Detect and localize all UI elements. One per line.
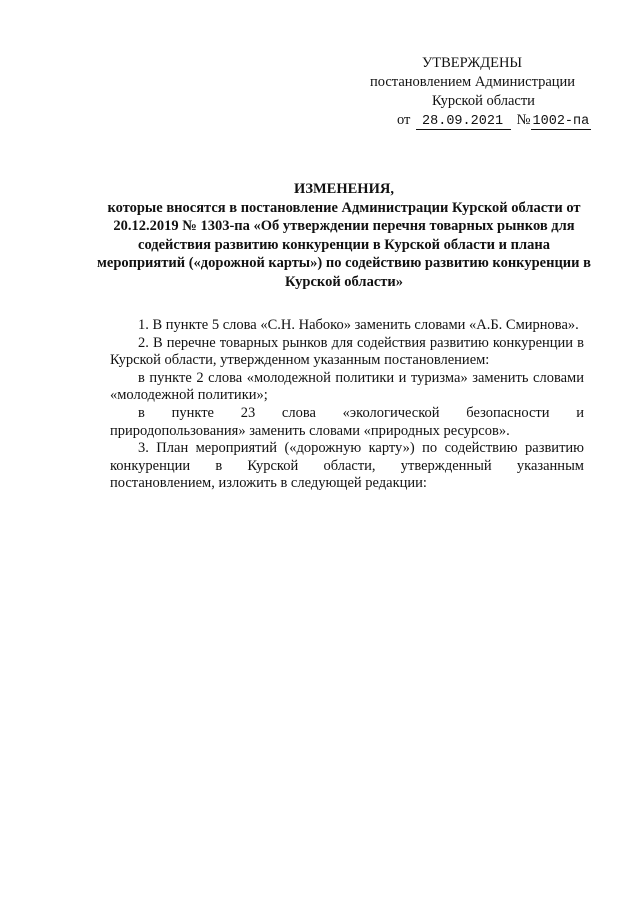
approval-stamp-block (360, 54, 600, 130)
paragraph-2: 2. В перечне товарных рынков для содействия развитию конкуренции в Курской области, утвержденном указанным постановлением: (110, 334, 584, 369)
approval-date: 28.09.2021 (416, 114, 511, 130)
date-prefix: от (397, 112, 411, 128)
approval-number: 1002-па (532, 114, 590, 129)
paragraph-1: 1. В пункте 5 слова «С.Н. Набоко» заменить словами «А.Б. Смирнова». (138, 317, 579, 333)
approval-region: Курской области (432, 93, 535, 109)
approval-issuer: постановлением Администрации (370, 74, 576, 90)
approval-date-number-line (360, 111, 600, 130)
paragraph-3: 3. План мероприятий («дорожную карту») по содействию развитию конкуренции в Курской области, утвержденный указанным постановлением, изложить в следующей редакции: (110, 440, 584, 492)
document-title (96, 180, 592, 292)
paragraph-2-item-1: в пункте 2 слова «молодежной политики и туризма» заменить словами «молодежной политики»; (110, 369, 584, 404)
number-sign: № (516, 112, 531, 128)
document-body (110, 317, 584, 493)
paragraph-2-item-2: в пункте 23 слова «экологической безопасности и природопользования» заменить словами «природных ресурсов». (110, 404, 584, 439)
approval-heading: УТВЕРЖДЕНЫ (422, 55, 523, 71)
title-heading: ИЗМЕНЕНИЯ, (294, 181, 394, 197)
title-subtitle: которые вносятся в постановление Администрации Курской области от 20.12.2019 № 1303-па «Об утверждении перечня товарных рынков для содействия развитию конкуренции в Курской области и плана мероприятий («дорожной карты») по содействию развитию конкуренции в Курской области» (97, 199, 591, 290)
